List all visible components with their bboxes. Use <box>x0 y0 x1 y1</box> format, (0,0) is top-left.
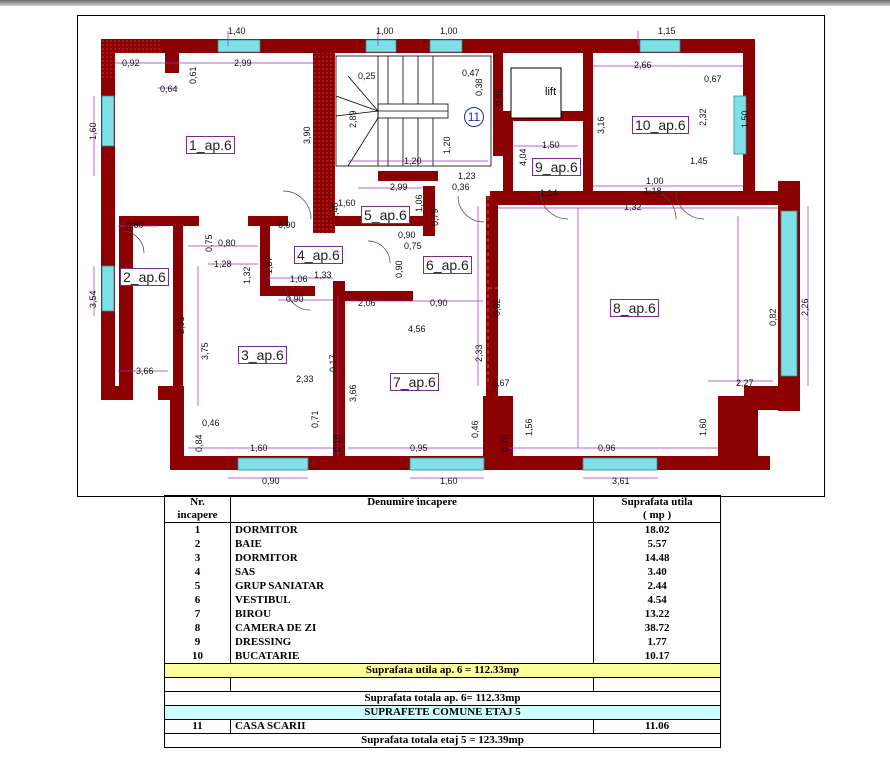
room-label-10: 10_ap.6 <box>632 116 689 134</box>
dim-label: 0,75 <box>204 234 214 252</box>
room-label-5: 5_ap.6 <box>361 206 410 224</box>
dim-label: 0,79 <box>430 208 440 226</box>
row-name: VESTIBUL <box>230 593 593 607</box>
column-header-area: Suprafata utila ( mp ) <box>594 496 721 523</box>
stair-number-badge: 11 <box>464 107 484 127</box>
dim-label: 3,66 <box>348 384 358 402</box>
dim-label: 0,71 <box>310 410 320 428</box>
dim-label: 1,37 <box>264 256 274 274</box>
walls <box>101 39 800 470</box>
useful-total: Suprafata utila ap. 6 = 112.33mp <box>165 664 721 678</box>
row-nr: 5 <box>165 579 231 593</box>
table-row <box>165 607 721 621</box>
room-label-7: 7_ap.6 <box>390 373 439 391</box>
dim-label: 0,90 <box>394 260 404 278</box>
dim-label: 0,47 <box>462 68 480 78</box>
dim-label: 1,14 <box>540 188 558 198</box>
dim-label: 1,00 <box>646 176 664 186</box>
dim-label: 1,23 <box>458 171 476 181</box>
dim-label: 3,75 <box>200 342 210 360</box>
window-top-bar <box>0 0 890 6</box>
dim-label: 0,63 <box>494 88 504 106</box>
dim-label: 0,82 <box>492 298 502 316</box>
table-row <box>165 593 721 607</box>
dim-label: 1,28 <box>214 259 232 269</box>
row-nr: 3 <box>165 551 231 565</box>
dim-label: 4,04 <box>518 148 528 166</box>
row-area: 18.02 <box>594 523 721 538</box>
row-name: GRUP SANIATAR <box>230 579 593 593</box>
common-areas-title: SUPRAFETE COMUNE ETAJ 5 <box>165 706 721 720</box>
row-name: SAS <box>230 565 593 579</box>
dim-label: 3,61 <box>612 476 630 486</box>
dim-label: 0,46 <box>470 420 480 438</box>
row-nr: 1 <box>165 523 231 538</box>
area-table <box>164 495 721 748</box>
dim-label: 1,20 <box>404 156 422 166</box>
dim-label: 0,25 <box>358 71 376 81</box>
table-row <box>165 537 721 551</box>
dim-label: 2,89 <box>348 110 358 128</box>
table-row <box>165 523 721 538</box>
dim-label: 1,18 <box>644 186 662 196</box>
dim-label: 1,56 <box>524 418 534 436</box>
row-area: 10.17 <box>594 649 721 664</box>
room-label-2: 2_ap.6 <box>120 268 169 286</box>
dim-label: 1,45 <box>690 156 708 166</box>
table-row <box>165 579 721 593</box>
row-area: 4.54 <box>594 593 721 607</box>
row-nr: 10 <box>165 649 231 664</box>
dim-label: 1,40 <box>330 202 340 220</box>
dim-label: 2,06 <box>358 298 376 308</box>
dim-label: 2,91 <box>176 316 186 334</box>
row-nr: 7 <box>165 607 231 621</box>
dim-label: 6,90 <box>278 220 296 230</box>
dim-label: 0,36 <box>452 182 470 192</box>
dim-label: 0,92 <box>122 58 140 68</box>
dim-label: 1,33 <box>314 270 332 280</box>
table-row <box>165 635 721 649</box>
dim-label: 0,61 <box>188 66 198 84</box>
row-nr: 2 <box>165 537 231 551</box>
room-label-6: 6_ap.6 <box>423 256 472 274</box>
row-area: 5.57 <box>594 537 721 551</box>
dim-label: 0,67 <box>704 74 722 84</box>
dim-label: 0,17 <box>328 354 338 372</box>
room-rows <box>165 523 721 664</box>
dim-label: 3,90 <box>302 126 312 144</box>
column-header-nr: Nr. incapere <box>165 496 231 523</box>
dim-label: 0,90 <box>430 298 448 308</box>
table-row <box>165 565 721 579</box>
dim-label: 1,00 <box>440 26 458 36</box>
row-area: 14.48 <box>594 551 721 565</box>
room-label-8: 8_ap.6 <box>610 299 659 317</box>
dim-label: 2,99 <box>390 182 408 192</box>
dim-label: 2,66 <box>634 60 652 70</box>
common-row-name: CASA SCARII <box>230 720 593 734</box>
dim-label: 3,67 <box>492 378 510 388</box>
table-row <box>165 649 721 664</box>
row-name: DRESSING <box>230 635 593 649</box>
dim-label: 0,96 <box>598 443 616 453</box>
dim-label: 1,32 <box>624 202 642 212</box>
row-nr: 9 <box>165 635 231 649</box>
dim-label: 0,70 <box>500 434 510 452</box>
row-nr: 6 <box>165 593 231 607</box>
row-area: 1.77 <box>594 635 721 649</box>
empty-cell <box>594 678 721 692</box>
dim-label: 1,60 <box>250 443 268 453</box>
dim-label: 1,60 <box>698 418 708 436</box>
dim-label: 1,50 <box>542 140 560 150</box>
dim-label: 1,40 <box>228 26 246 36</box>
dim-label: 0,90 <box>262 476 280 486</box>
dim-label: 1,50 <box>740 110 750 128</box>
row-nr: 8 <box>165 621 231 635</box>
row-area: 3.40 <box>594 565 721 579</box>
dim-label: 2,26 <box>800 298 810 316</box>
dim-label: 1,60 <box>440 476 458 486</box>
table-row <box>165 621 721 635</box>
dim-label: 4,56 <box>408 324 426 334</box>
row-name: BUCATARIE <box>230 649 593 664</box>
room-label-4: 4_ap.6 <box>294 246 343 264</box>
room-label-3: 3_ap.6 <box>238 346 287 364</box>
dim-label: 0,46 <box>202 418 220 428</box>
row-name: DORMITOR <box>230 523 593 538</box>
dim-label: 1,06 <box>414 194 424 212</box>
dim-label: 2,33 <box>474 344 484 362</box>
dim-label: 0,80 <box>218 238 236 248</box>
dim-label: 0,82 <box>768 308 778 326</box>
row-name: BIROU <box>230 607 593 621</box>
row-area: 38.72 <box>594 621 721 635</box>
dim-label: 1,60 <box>88 122 98 140</box>
dim-label: 1,06 <box>290 274 308 284</box>
dim-label: 1,60 <box>338 198 356 208</box>
empty-cell <box>230 678 593 692</box>
dim-label: 1,00 <box>376 26 394 36</box>
empty-cell <box>165 678 231 692</box>
lift-label: lift <box>545 86 556 98</box>
room-label-1: 1_ap.6 <box>186 136 235 154</box>
common-row-nr: 11 <box>165 720 231 734</box>
dim-label: 0,64 <box>160 84 178 94</box>
dim-label: 1,32 <box>242 266 252 284</box>
row-name: CAMERA DE ZI <box>230 621 593 635</box>
dim-label: 0,84 <box>194 434 204 452</box>
dim-label: 0,18 <box>332 434 342 452</box>
room-label-9: 9_ap.6 <box>532 158 581 176</box>
dim-label: 2,32 <box>698 108 708 126</box>
dim-label: 0,38 <box>474 78 484 96</box>
dim-label: 3,66 <box>136 366 154 376</box>
dim-label: 2,33 <box>296 374 314 384</box>
dim-label: 3,54 <box>88 290 98 308</box>
dim-label: 0,90 <box>398 230 416 240</box>
table-row <box>165 551 721 565</box>
row-area: 13.22 <box>594 607 721 621</box>
dim-label: 1,20 <box>442 136 452 154</box>
column-header-name: Denumire incapere <box>230 496 593 523</box>
dim-label: 0,90 <box>286 294 304 304</box>
row-nr: 4 <box>165 565 231 579</box>
row-area: 2.44 <box>594 579 721 593</box>
dim-label: 0,75 <box>404 241 422 251</box>
floor-plan <box>77 15 825 497</box>
windows <box>102 40 797 470</box>
dim-label: 1,15 <box>658 26 676 36</box>
dim-label: 0,60 <box>126 220 144 230</box>
floor-total: Suprafata totala etaj 5 = 123.39mp <box>165 734 721 748</box>
total-apartment: Suprafata totala ap. 6= 112.33mp <box>165 692 721 706</box>
row-name: BAIE <box>230 537 593 551</box>
row-name: DORMITOR <box>230 551 593 565</box>
dim-label: 2,99 <box>234 58 252 68</box>
common-row-area: 11.06 <box>594 720 721 734</box>
dim-label: 0,95 <box>410 443 428 453</box>
dim-label: 3,16 <box>596 116 606 134</box>
dim-label: 2,27 <box>736 378 754 388</box>
dimension-lines <box>94 31 808 478</box>
